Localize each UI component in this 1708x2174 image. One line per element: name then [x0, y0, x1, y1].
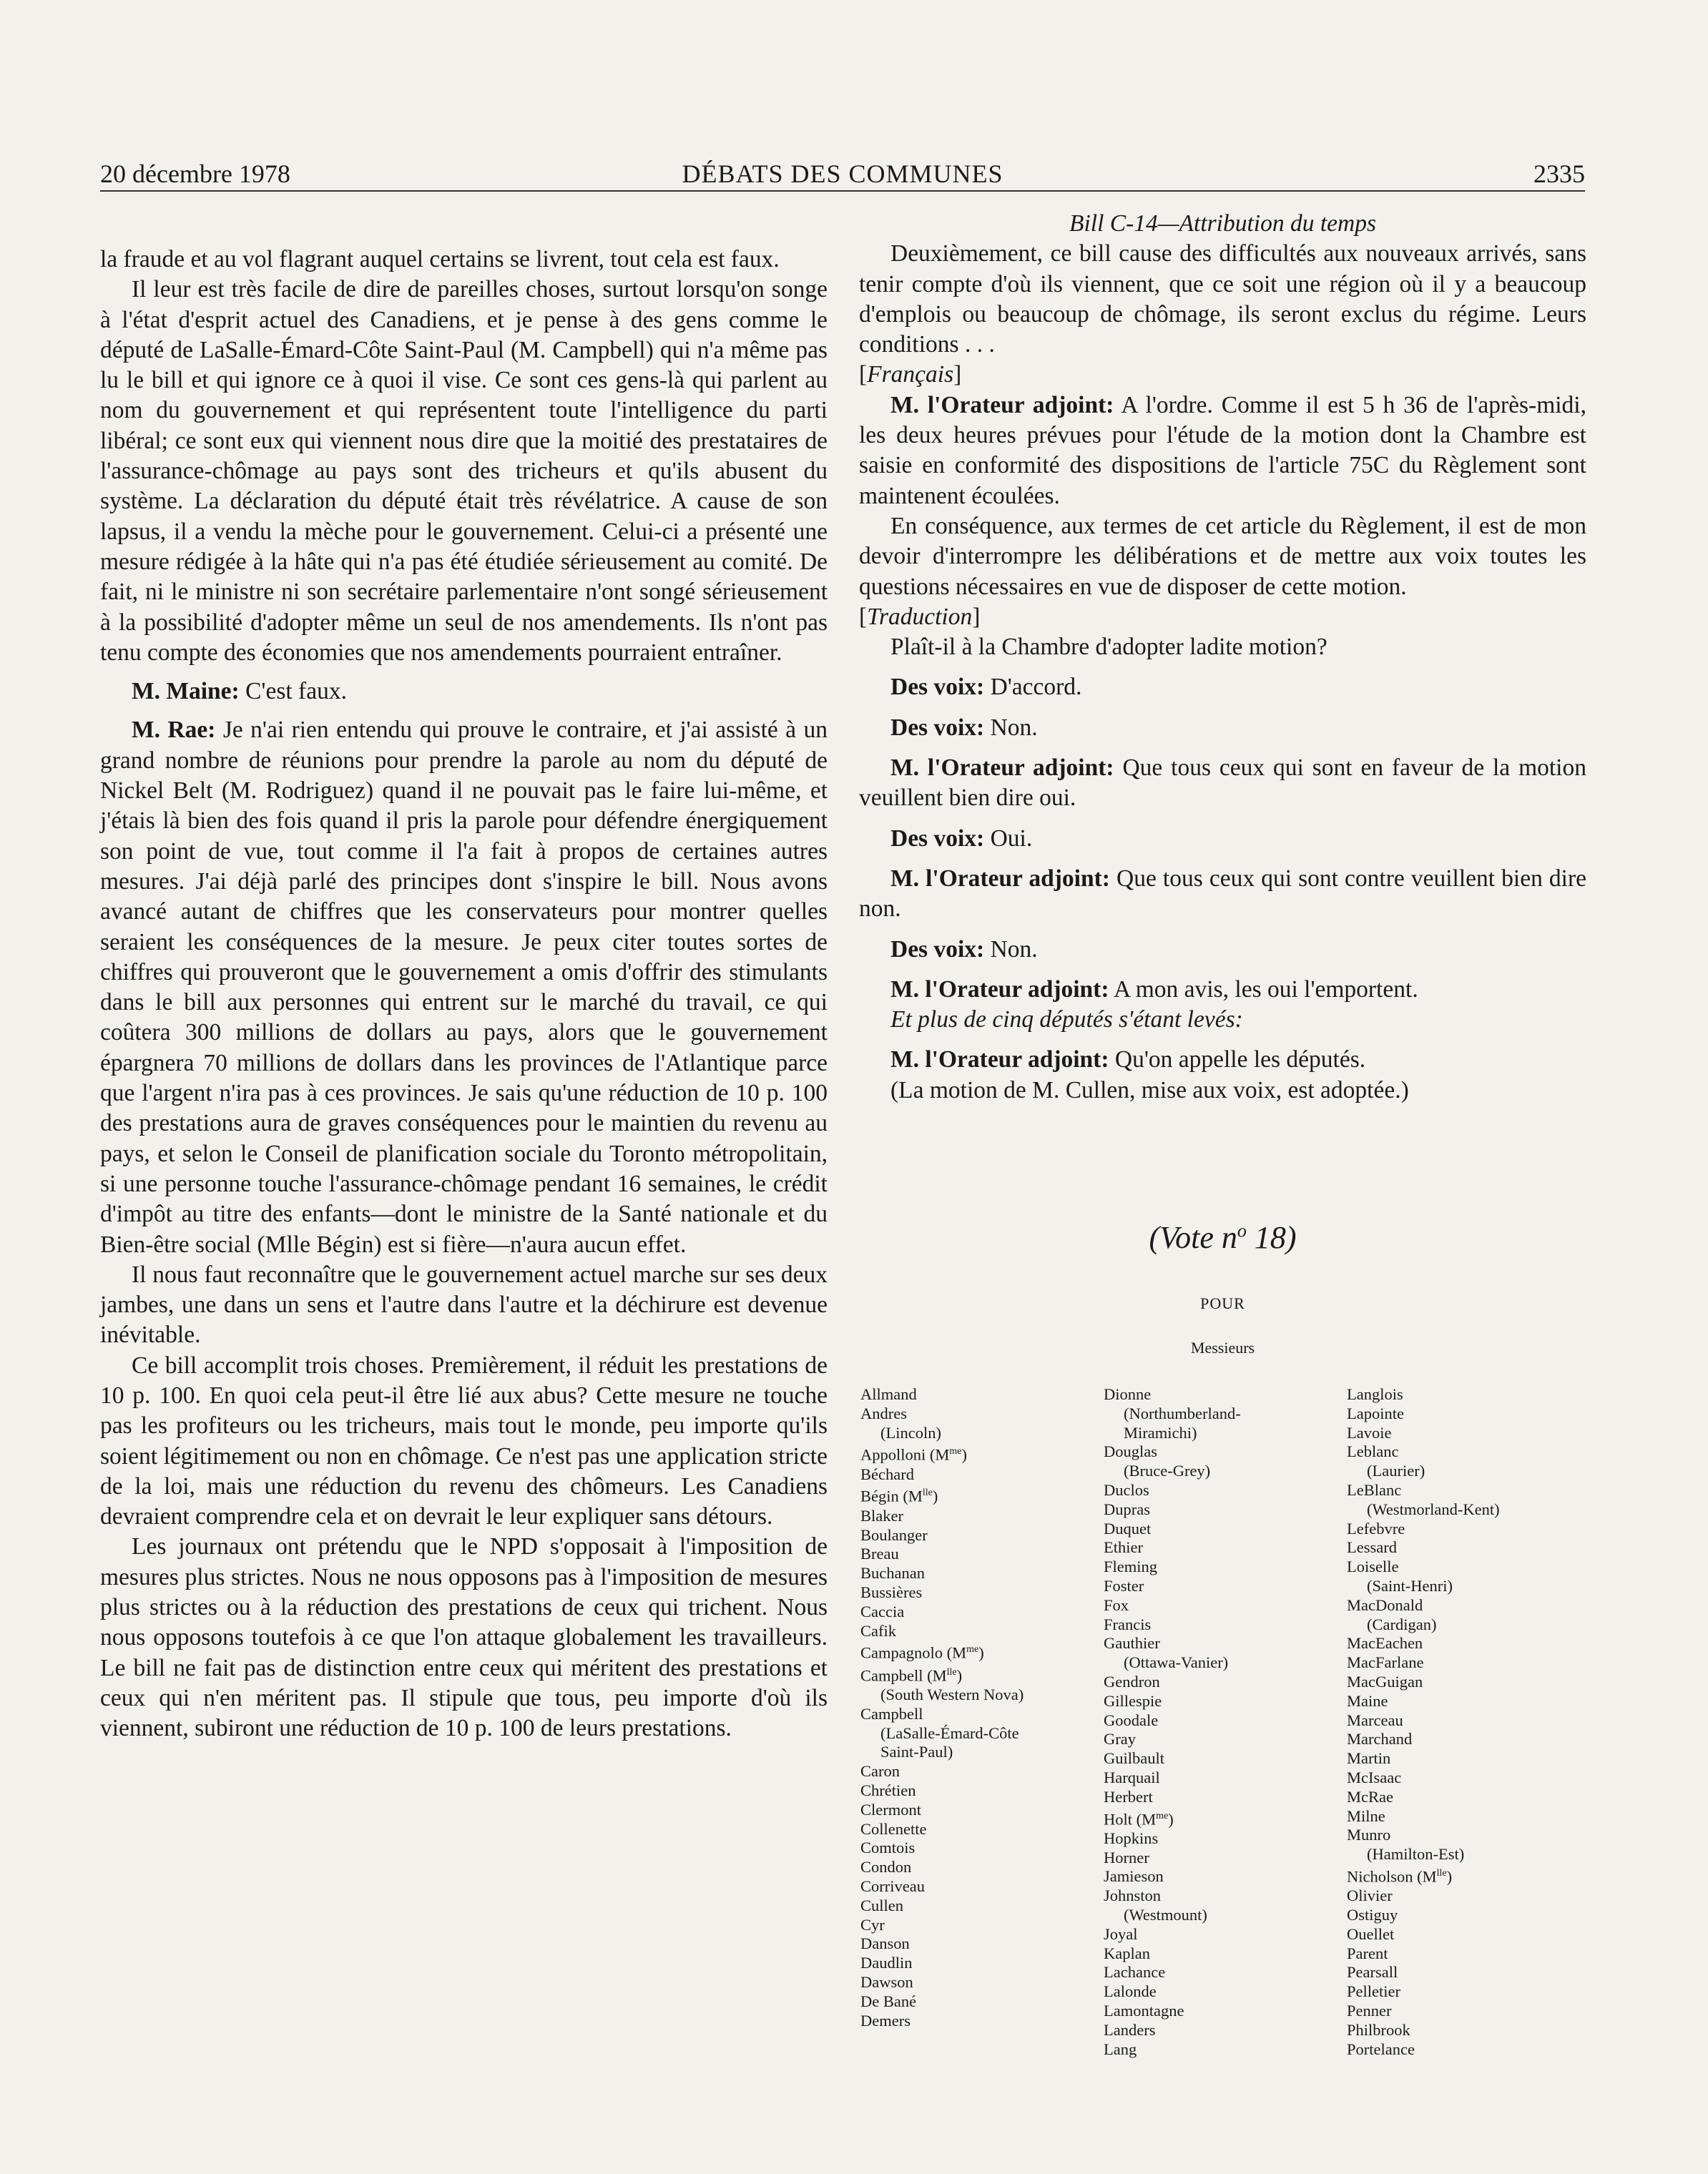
speaker-name: M. Rae: [132, 717, 216, 744]
member-name: Holt $(M^{me})$ [1104, 1810, 1174, 1829]
member-name: Cullen [860, 1896, 903, 1914]
member-name: Foster [1104, 1576, 1144, 1595]
header-date: 20 décembre 1978 [100, 159, 290, 188]
paragraph: la fraude et au vol flagrant auquel certains se livrent, tout cela est faux. [100, 246, 780, 272]
member-name: Goodale [1104, 1711, 1159, 1729]
speech-text: C'est faux. [239, 678, 347, 705]
member-name: MacDonald [1347, 1595, 1423, 1614]
member-name: Lefebvre [1347, 1519, 1405, 1538]
speech-text: Je n'ai rien entendu qui prouve le contraire, et j'ai assisté à un grand nombre de réunions pour prendre la parole au nom du député de Nickel Belt (M. Rodriguez) quand il ne pouvait pas le faire lui-même, et j'étais là bien des fois quand il pris la parole pour défendre énergiquement son point de vue, tout comme il l'a fait à propos de certaines autres mesures. J'ai déjà parlé des principes dont s'inspire le bill. Nous avons avancé autant de chiffres que les conservateurs pour montrer quelles seraient les conséquences de la mesure. Je peux citer toutes sortes de chiffres qui prouveront que le gouvernement a omis d'offrir des stimulants dans le bill aux personnes qui entrent sur le marché du travail, ce qui coûtera 300 millions de dollars au pays, alors que le gouvernement épargnera 70 millions de dollars dans les provinces de l'Atlantique parce que l'argent n'ira pas à ces provinces. Je sais qu'une réduction de 10 p. 100 des prestations aura de graves conséquences pour le maintien du revenu au pays, et selon le Conseil de planification sociale du Toronto métropolitain, si une personne touche l'assurance-chômage pendant 16 semaines, le crédit d'impôt au titre des enfants—dont le ministre de la Santé nationale et du Bien-être social (Mlle Bégin) est si fière—n'aura aucun effet. [100, 717, 828, 1258]
member-name: Loiselle [1347, 1558, 1399, 1576]
member-name: Pearsall [1347, 1963, 1398, 1982]
member-name: Gillespie [1104, 1691, 1162, 1710]
member-name: De Bané [860, 1992, 917, 2010]
member-name: Gendron [1104, 1672, 1160, 1691]
member-name: MacEachen [1347, 1634, 1423, 1653]
member-name: Ouellet [1347, 1924, 1395, 1943]
header-title: DÉBATS DES COMMUNES [682, 159, 1003, 188]
speech-orateur [859, 864, 1586, 925]
member-riding: (Cardigan) [1367, 1615, 1437, 1633]
page-number: 2335 [1533, 159, 1585, 188]
member-name: Blaker [860, 1506, 903, 1525]
member-name: Lessard [1347, 1538, 1397, 1557]
member-name: Munro [1347, 1826, 1391, 1844]
vote-heading-pour: POUR [1200, 1294, 1245, 1312]
speech-text: Oui. [984, 825, 1033, 852]
member-name: Martin [1347, 1749, 1391, 1768]
member-riding: (Westmount) [1124, 1906, 1207, 1924]
header-rule [100, 190, 1585, 192]
member-name: Boulanger [860, 1525, 928, 1544]
language-tag: [Traduction] [859, 603, 981, 630]
member-riding: (Hamilton-Est) [1367, 1845, 1465, 1864]
vote-result: (La motion de M. Cullen, mise aux voix, est adoptée.) [890, 1076, 1409, 1103]
speaker-name: M. l'Orateur adjoint: [890, 1046, 1109, 1073]
member-name: Campagnolo $(M^{me})$ [860, 1643, 984, 1662]
member-riding: (Laurier) [1367, 1462, 1425, 1480]
paragraph: Plaît-il à la Chambre d'adopter ladite motion? [890, 634, 1327, 661]
member-name: Philbrook [1347, 2020, 1410, 2039]
member-name: Leblanc [1347, 1442, 1399, 1461]
member-riding: (Bruce-Grey) [1124, 1462, 1211, 1480]
member-name: Caccia [860, 1602, 905, 1620]
speech-voix [859, 713, 1586, 743]
page-header [100, 156, 1585, 192]
member-name: Danson [860, 1934, 910, 1953]
speech-orateur [859, 390, 1586, 511]
stage-direction: Et plus de cinq députés s'étant levés: [890, 1006, 1243, 1033]
member-name: Douglas [1104, 1442, 1157, 1461]
member-name: Collenette [860, 1819, 927, 1838]
member-name: Lalonde [1104, 1982, 1157, 2001]
names-column-3 [1347, 1385, 1590, 2059]
names-column-2 [1104, 1385, 1347, 2059]
member-name: Joyal [1104, 1924, 1138, 1943]
member-name: MacFarlane [1347, 1653, 1424, 1672]
member-name: Duquet [1104, 1519, 1152, 1538]
speaker-name: M. l'Orateur adjoint: [890, 865, 1110, 892]
member-name: Allmand [860, 1385, 917, 1403]
speech-rae [100, 715, 828, 1259]
member-name: Lamontagne [1104, 2002, 1184, 2020]
speech-voix [859, 672, 1586, 702]
member-riding: (Northumberland- [1124, 1404, 1241, 1422]
speaker-name: Des voix: [890, 935, 985, 963]
speaker-name: M. l'Orateur adjoint: [890, 754, 1114, 782]
member-name: Herbert [1104, 1787, 1153, 1806]
member-name: Milne [1347, 1806, 1385, 1825]
speech-maine [100, 677, 828, 707]
vote-heading-messieurs: Messieurs [1190, 1339, 1255, 1357]
speech-text: D'accord. [984, 674, 1082, 701]
member-name: Duclos [1104, 1480, 1149, 1499]
member-name: Johnston [1104, 1887, 1162, 1905]
speaker-name: Des voix: [890, 674, 985, 701]
member-name: Francis [1104, 1615, 1152, 1633]
member-riding: (Ottawa-Vanier) [1124, 1653, 1229, 1672]
member-name: Landers [1104, 2020, 1156, 2039]
member-name: Ethier [1104, 1538, 1143, 1557]
member-riding: (LaSalle-Émard-Côte [880, 1723, 1019, 1742]
member-name: Lang [1104, 2040, 1137, 2058]
member-name: Dupras [1104, 1500, 1150, 1518]
member-name: Marceau [1347, 1711, 1403, 1729]
member-name: Portelance [1347, 2040, 1415, 2058]
speech-text: Qu'on appelle les députés. [1109, 1046, 1366, 1073]
member-name: Fox [1104, 1595, 1129, 1614]
paragraph: En conséquence, aux termes de cet article du Règlement, il est de mon devoir d'interrompre les délibérations et de mettre aux voix toutes les questions nécessaires en vue de disposer de cette motion. [859, 512, 1586, 600]
language-tag-text: Traduction [867, 603, 973, 630]
member-name: Olivier [1347, 1887, 1393, 1905]
member-name: Harquail [1104, 1768, 1160, 1786]
member-name: Lavoie [1347, 1423, 1392, 1442]
member-name: Guilbault [1104, 1749, 1164, 1768]
member-name: Fleming [1104, 1558, 1158, 1576]
member-name: Langlois [1347, 1385, 1403, 1403]
member-name: MacGuigan [1347, 1672, 1423, 1691]
member-name: Cafik [860, 1621, 896, 1640]
paragraph: Deuxièmement, ce bill cause des difficultés aux nouveaux arrivés, sans tenir compte d'où ils viennent, que ce soit une région où il y a beaucoup d'emplois ou beaucoup de chômage, ils seront exclus du régime. Leurs conditions . . . [859, 240, 1586, 358]
running-head: Bill C-14—Attribution du temps [1069, 210, 1376, 237]
member-name: Gray [1104, 1730, 1136, 1748]
member-name: Lachance [1104, 1963, 1166, 1982]
member-name: Dawson [860, 1972, 913, 1991]
speech-text: Non. [984, 714, 1038, 741]
member-name: Pelletier [1347, 1982, 1400, 2001]
member-name: Lapointe [1347, 1404, 1404, 1422]
member-name: Corriveau [860, 1877, 925, 1895]
member-riding: (Saint-Henri) [1367, 1576, 1453, 1595]
speech-orateur [859, 1045, 1586, 1075]
member-riding: Saint-Paul) [880, 1743, 953, 1761]
member-riding: Miramichi) [1124, 1423, 1197, 1442]
left-column [100, 245, 828, 1744]
paragraph: Il leur est très facile de dire de pareilles choses, surtout lorsqu'on songe à l'état d'esprit actuel des Canadiens, et je pense à des gens comme le député de LaSalle-Émard-Côte Saint-Paul (M. Campbell) qui n'a même pas lu le bill et qui ignore ce à quoi il vise. Ce sont ces gens-là qui parlent au nom du gouvernement et qui représentent toute l'intelligence du parti libéral; ce sont eux qui viennent nous dire que la moitié des prestataires de l'assurance-chômage au pays sont des tricheurs et qu'ils abusent du système. La déclaration du député était très révélatrice. A cause de son lapsus, il a vendu la mèche pour le gouvernement. Celui-ci a présenté une mesure rédigée à la hâte qui n'a pas été étudiée sérieusement au comité. De fait, ni le ministre ni son secrétaire parlementaire n'ont songé sérieusement à la possibilité d'adopter même un seul de nos amendements. Ils n'ont pas tenu compte des économies que nos amendements pourraient entraîner. [100, 276, 828, 666]
speech-text: A mon avis, les oui l'emportent. [1109, 975, 1418, 1003]
vote-title: (Vote $n^o$ 18) [1149, 1220, 1297, 1255]
paragraph: Ce bill accomplit trois choses. Premièrement, il réduit les prestations de 10 p. 100. En quoi cela peut-il être lié aux abus? Cette mesure ne touche pas les profiteurs ou les tricheurs, mais tout le monde, peu importe qu'ils soient légitimement ou non en chômage. Ce n'est pas une application stricte de la loi, mais une réduction du revenu des chômeurs. Les Canadiens devraient comprendre cela et on devrait le leur expliquer sans détours. [100, 1352, 828, 1530]
member-name: Caron [860, 1762, 900, 1781]
member-name: Campbell [860, 1704, 923, 1723]
member-name: LeBlanc [1347, 1480, 1402, 1499]
language-tag-text: Français [867, 361, 954, 388]
member-name: McRae [1347, 1787, 1393, 1806]
speech-text: A l'ordre. Comme il est 5 h 36 de l'après-midi, les deux heures prévues pour l'étude de la motion dont la Chambre est saisie en conformité des dispositions de l'article 75C du Règlement sont maintenent écoulées. [859, 391, 1586, 509]
member-name: Jamieson [1104, 1867, 1164, 1886]
speaker-name: Des voix: [890, 825, 985, 852]
member-riding: (South Western Nova) [880, 1685, 1024, 1703]
speaker-name: Des voix: [890, 714, 985, 741]
speech-text: Que tous ceux qui sont contre veuillent bien dire non. [859, 865, 1586, 923]
member-name: Kaplan [1104, 1944, 1150, 1962]
speaker-name: M. Maine: [132, 678, 240, 705]
member-name: Condon [860, 1858, 912, 1877]
member-riding: (Westmorland-Kent) [1367, 1500, 1500, 1518]
member-name: Marchand [1347, 1730, 1413, 1748]
speech-orateur [859, 753, 1586, 814]
member-name: Dionne [1104, 1385, 1152, 1403]
speech-voix [859, 824, 1586, 854]
member-name: Bussières [860, 1583, 923, 1601]
member-name: Bégin $(M^{lle})$ [860, 1487, 938, 1505]
member-name: Clermont [860, 1800, 921, 1819]
member-name: Penner [1347, 2002, 1392, 2020]
paragraph: Il nous faut reconnaître que le gouvernement actuel marche sur ses deux jambes, une dans un sens et l'autre dans l'autre et la déchirure est devenue inévitable. [100, 1261, 828, 1349]
member-name: Buchanan [860, 1564, 925, 1583]
speech-voix [859, 935, 1586, 965]
speech-orateur [859, 975, 1586, 1005]
speech-text: Non. [984, 935, 1038, 963]
member-name: Gauthier [1104, 1634, 1160, 1653]
member-name: Appolloni $(M^{me})$ [860, 1445, 967, 1464]
member-name: Ostiguy [1347, 1906, 1398, 1924]
member-name: Campbell $(M^{lle})$ [860, 1666, 963, 1685]
right-column [859, 209, 1586, 1106]
member-name: McIsaac [1347, 1768, 1402, 1786]
member-name: Nicholson $(M^{lle})$ [1347, 1867, 1453, 1886]
member-name: Parent [1347, 1944, 1388, 1962]
speaker-name: M. l'Orateur adjoint: [890, 391, 1114, 418]
speaker-name: M. l'Orateur adjoint: [890, 975, 1109, 1003]
speech-text: Que tous ceux qui sont en faveur de la motion veuillent bien dire oui. [859, 754, 1586, 812]
paragraph: Les journaux ont prétendu que le NPD s'opposait à l'imposition de mesures plus strictes. Nous ne nous opposons pas à l'imposition de mesures plus strictes ou à la réduction des prestations de ceux qui trichent. Nous nous opposons toutefois à ce que l'on attaque globalement les travailleurs. Le bill ne fait pas de distinction entre ceux qui méritent des prestations et ceux qui n'en méritent pas. Il stipule que tous, peu importe d'où ils viennent, subiront une réduction de 10 p. 100 de leurs prestations. [100, 1533, 828, 1742]
member-name: Béchard [860, 1465, 914, 1483]
language-tag: [Français] [859, 361, 962, 388]
member-riding: (Lincoln) [880, 1423, 941, 1442]
member-name: Horner [1104, 1848, 1149, 1866]
member-name: Breau [860, 1545, 899, 1563]
member-name: Comtois [860, 1839, 916, 1857]
member-name: Cyr [860, 1915, 885, 1934]
member-name: Andres [860, 1404, 907, 1422]
member-name: Maine [1347, 1691, 1388, 1710]
member-name: Hopkins [1104, 1829, 1159, 1847]
member-name: Daudlin [860, 1954, 913, 1972]
member-name: Chrétien [860, 1781, 916, 1799]
names-column-1 [860, 1385, 1104, 2030]
member-name: Demers [860, 2011, 911, 2030]
